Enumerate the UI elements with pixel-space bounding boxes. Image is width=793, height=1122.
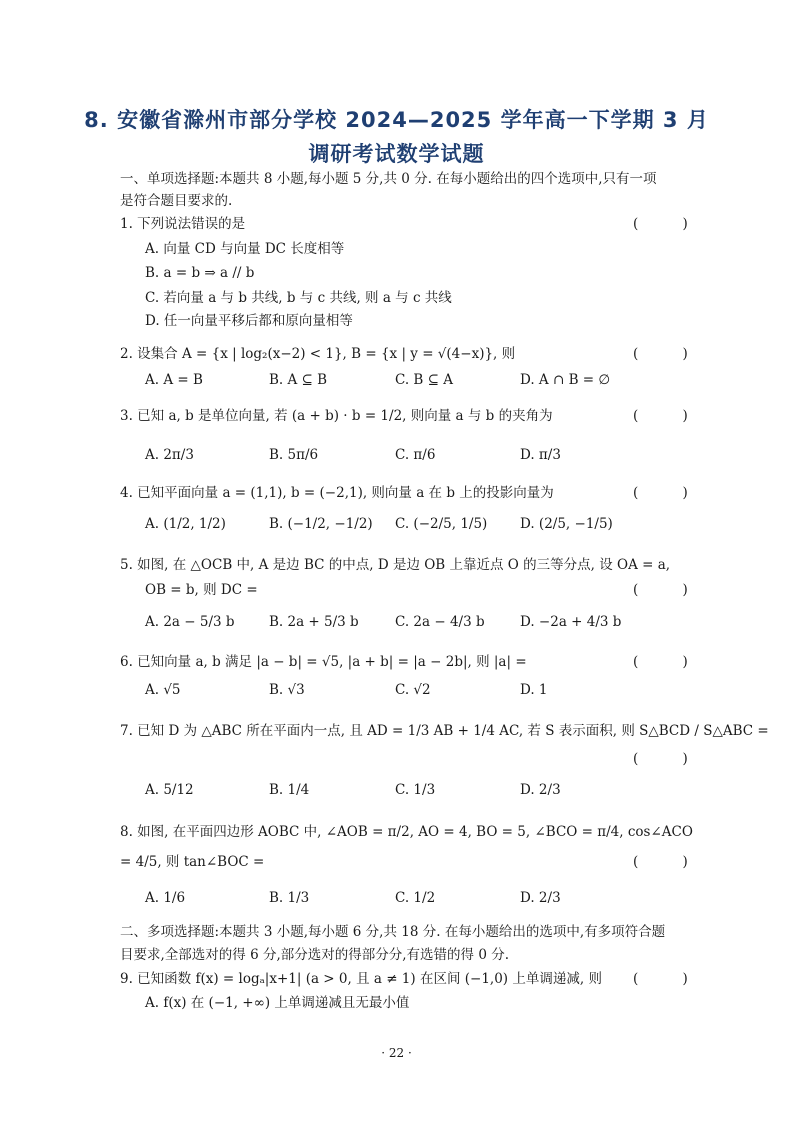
q2-option-d: D. A ∩ B = ∅ xyxy=(520,372,611,388)
q7-options xyxy=(145,772,645,808)
q3-option-b: B. 5π/6 xyxy=(269,447,319,463)
q3-options xyxy=(145,437,645,473)
q2-option-c: C. B ⊆ A xyxy=(395,372,453,388)
q8-options xyxy=(145,880,645,916)
section1-instructions: 一、单项选择题:本题共 8 小题,每小题 5 分,共 0 分. 在每小题给出的四个选项中,只有一项 xyxy=(120,171,657,187)
q5-option-b: B. 2a + 5/3 b xyxy=(269,614,359,630)
q5-option-a: A. 2a − 5/3 b xyxy=(145,614,235,630)
q4-options xyxy=(145,506,645,542)
q2-option-b: B. A ⊆ B xyxy=(269,372,328,388)
q2-stem: 2. 设集合 A = {x | log₂(x−2) < 1}, B = {x | y = √(4−x)}, 则 xyxy=(120,346,516,362)
q7-option-d: D. 2/3 xyxy=(520,782,561,798)
q6-option-a: A. √5 xyxy=(145,682,181,698)
q7-option-b: B. 1/4 xyxy=(269,782,310,798)
q5-options xyxy=(145,604,645,640)
q6-options xyxy=(145,672,645,708)
q6-answer-blank: ( ) xyxy=(633,654,708,670)
q3-option-a: A. 2π/3 xyxy=(145,447,194,463)
page-subtitle: 调研考试数学试题 xyxy=(308,142,485,166)
q8-option-a: A. 1/6 xyxy=(145,890,186,906)
q1-answer-blank: ( ) xyxy=(633,216,708,232)
q1-option-b: B. a = b ⇒ a // b xyxy=(145,265,255,281)
q5-option-d: D. −2a + 4/3 b xyxy=(520,614,622,630)
q6-stem: 6. 已知向量 a, b 满足 |a − b| = √5, |a + b| = |a − 2b|, 则 |a| = xyxy=(120,654,527,670)
q4-option-c: C. (−2/5, 1/5) xyxy=(395,516,488,532)
q4-option-d: D. (2/5, −1/5) xyxy=(520,516,613,532)
section2-instructions: 二、多项选择题:本题共 3 小题,每小题 6 分,共 18 分. 在每小题给出的选项中,有多项符合题 xyxy=(120,924,666,940)
q7-option-c: C. 1/3 xyxy=(395,782,436,798)
q6-option-b: B. √3 xyxy=(269,682,305,698)
q8-stem: 8. 如图, 在平面四边形 AOBC 中, ∠AOB = π/2, AO = 4, BO = 5, ∠BCO = π/4, cos∠ACO xyxy=(120,824,693,840)
q8-option-d: D. 2/3 xyxy=(520,890,561,906)
q4-stem: 4. 已知平面向量 a = (1,1), b = (−2,1), 则向量 a 在 b 上的投影向量为 xyxy=(120,485,554,501)
q9-stem: 9. 已知函数 f(x) = logₐ|x+1| (a > 0, 且 a ≠ 1) 在区间 (−1,0) 上单调递减, 则 xyxy=(120,971,602,987)
q4-option-b: B. (−1/2, −1/2) xyxy=(269,516,373,532)
q1-option-d: D. 任一向量平移后都和原向量相等 xyxy=(145,313,353,329)
page-title: 8. 安徽省滁州市部分学校 2024—2025 学年高一下学期 3 月 xyxy=(84,108,709,132)
q5-stem: 5. 如图, 在 △OCB 中, A 是边 BC 的中点, D 是边 OB 上靠近点 O 的三等分点, 设 OA = a, xyxy=(120,557,671,573)
q1-stem: 1. 下列说法错误的是 xyxy=(120,216,246,232)
q7-answer-blank: ( ) xyxy=(633,751,708,767)
q5-stem-cont: OB = b, 则 DC = xyxy=(145,582,258,598)
q8-stem-cont: = 4/5, 则 tan∠BOC = xyxy=(120,854,265,870)
q8-answer-blank: ( ) xyxy=(633,854,708,870)
q8-option-b: B. 1/3 xyxy=(269,890,310,906)
q7-option-a: A. 5/12 xyxy=(145,782,194,798)
q6-option-c: C. √2 xyxy=(395,682,431,698)
section2-instructions-cont: 目要求,全部选对的得 6 分,部分选对的得部分分,有选错的得 0 分. xyxy=(120,947,510,963)
q7-stem: 7. 已知 D 为 △ABC 所在平面内一点, 且 AD = 1/3 AB + 1/4 AC, 若 S 表示面积, 则 S△BCD / S△ABC = xyxy=(120,723,769,739)
q3-stem: 3. 已知 a, b 是单位向量, 若 (a + b) · b = 1/2, 则向量 a 与 b 的夹角为 xyxy=(120,408,553,424)
q6-option-d: D. 1 xyxy=(520,682,548,698)
q2-option-a: A. A = B xyxy=(145,372,203,388)
q4-option-a: A. (1/2, 1/2) xyxy=(145,516,226,532)
q1-option-c: C. 若向量 a 与 b 共线, b 与 c 共线, 则 a 与 c 共线 xyxy=(145,290,452,306)
q2-options xyxy=(145,362,645,398)
q3-answer-blank: ( ) xyxy=(633,408,708,424)
q5-option-c: C. 2a − 4/3 b xyxy=(395,614,485,630)
q9-option-a: A. f(x) 在 (−1, +∞) 上单调递减且无最小值 xyxy=(145,995,410,1011)
q9-answer-blank: ( ) xyxy=(633,971,708,987)
q5-answer-blank: ( ) xyxy=(633,582,708,598)
q1-option-a: A. 向量 CD 与向量 DC 长度相等 xyxy=(145,241,345,257)
q2-answer-blank: ( ) xyxy=(633,346,708,362)
section1-instructions-cont: 是符合题目要求的. xyxy=(120,193,233,209)
q3-option-c: C. π/6 xyxy=(395,447,436,463)
page-number: · 22 · xyxy=(381,1046,412,1060)
q3-option-d: D. π/3 xyxy=(520,447,561,463)
q4-answer-blank: ( ) xyxy=(633,485,708,501)
q8-option-c: C. 1/2 xyxy=(395,890,436,906)
